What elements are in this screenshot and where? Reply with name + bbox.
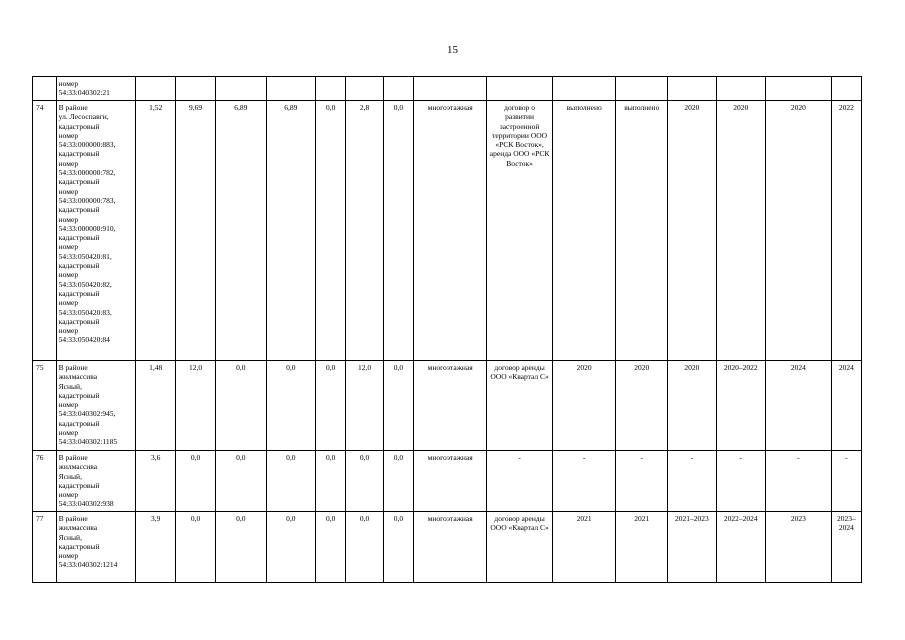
table-cell bbox=[831, 77, 861, 101]
table-cell: 0,0 bbox=[383, 512, 413, 583]
table-cell: многоэтажная bbox=[414, 361, 487, 451]
table-cell: 2024 bbox=[766, 361, 832, 451]
table-cell bbox=[414, 77, 487, 101]
table-cell: 2020 bbox=[766, 101, 832, 361]
table-cell: 0,0 bbox=[266, 451, 316, 512]
row-number: 77 bbox=[33, 512, 57, 583]
location-line: 54:33:050420:84 bbox=[58, 335, 110, 345]
row-number: 75 bbox=[33, 361, 57, 451]
location-line: В районе bbox=[58, 514, 88, 523]
location-line: В районе bbox=[58, 453, 88, 462]
table-cell bbox=[136, 77, 176, 101]
table-cell bbox=[616, 77, 668, 101]
location-cell bbox=[56, 361, 136, 451]
location-line: 54:33:000000:883, bbox=[58, 140, 116, 150]
table-cell: 2,8 bbox=[346, 101, 384, 361]
table-cell: 2020 bbox=[552, 361, 616, 451]
table-cell bbox=[383, 77, 413, 101]
table-cell: - bbox=[487, 451, 553, 512]
page-number: 15 bbox=[447, 44, 458, 56]
location-line: кадастровый bbox=[58, 261, 100, 271]
location-line: номер bbox=[58, 158, 79, 168]
location-line: жилмассива bbox=[58, 523, 98, 533]
location-cell bbox=[56, 512, 136, 583]
location-line: ул. Лесоспавги, bbox=[58, 112, 109, 122]
table-cell: 3,9 bbox=[136, 512, 176, 583]
table-cell: 0,0 bbox=[346, 451, 384, 512]
location-line: жилмассива bbox=[58, 372, 98, 382]
table-cell: - bbox=[552, 451, 616, 512]
location-line: номер bbox=[58, 242, 79, 252]
table-cell: 2024 bbox=[831, 361, 861, 451]
location-line: кадастровый bbox=[58, 149, 100, 159]
table-cell: 0,0 bbox=[215, 361, 266, 451]
housing-construction-table bbox=[32, 76, 862, 583]
location-line: В районе bbox=[58, 363, 88, 372]
location-line: 54:33:040302:1214 bbox=[58, 560, 118, 570]
location-line: В районе bbox=[58, 103, 88, 112]
table-row bbox=[33, 361, 862, 451]
table-row bbox=[33, 77, 862, 101]
table-cell bbox=[766, 77, 832, 101]
table-cell: - bbox=[831, 451, 861, 512]
location-line: номер bbox=[58, 130, 79, 140]
table-cell: 6,89 bbox=[266, 101, 316, 361]
table-cell: 0,0 bbox=[383, 451, 413, 512]
table-cell: 0,0 bbox=[176, 512, 216, 583]
location-line: жилмассива bbox=[58, 462, 98, 472]
table-cell bbox=[552, 77, 616, 101]
table-cell: многоэтажная bbox=[414, 512, 487, 583]
table-cell bbox=[668, 77, 716, 101]
location-line: номер bbox=[58, 490, 79, 500]
table-cell: 0,0 bbox=[176, 451, 216, 512]
table-cell bbox=[215, 77, 266, 101]
table-cell: 12,0 bbox=[346, 361, 384, 451]
table-cell: договор аренды ООО «Квартал С» bbox=[487, 361, 553, 451]
table-cell: 0,0 bbox=[266, 361, 316, 451]
table-cell: 2020 bbox=[668, 361, 716, 451]
location-line: кадастровый bbox=[58, 390, 100, 400]
table-cell: 0,0 bbox=[266, 512, 316, 583]
table-cell: 3,6 bbox=[136, 451, 176, 512]
location-line: номер bbox=[58, 326, 79, 336]
table-cell: - bbox=[716, 451, 766, 512]
row-number: 74 bbox=[33, 101, 57, 361]
location-line: номер bbox=[58, 298, 79, 308]
table-cell: 12,0 bbox=[176, 361, 216, 451]
location-line: 54:33:040302:945, bbox=[58, 409, 116, 419]
table-row bbox=[33, 512, 862, 583]
location-line: 54:33:050420:82, bbox=[58, 279, 112, 289]
table-cell: 2022–2024 bbox=[716, 512, 766, 583]
table-cell: 0,0 bbox=[316, 451, 346, 512]
table-row bbox=[33, 451, 862, 512]
table-cell bbox=[266, 77, 316, 101]
table-cell: 0,0 bbox=[383, 101, 413, 361]
location-line: 54:33:040302:938 bbox=[58, 499, 114, 509]
location-line: номер bbox=[58, 551, 79, 561]
location-line: номер bbox=[58, 214, 79, 224]
location-line: 54:33:040302:1185 bbox=[58, 437, 118, 447]
table-cell: договор о развитии застроенной территории ООО «РСК Восток», аренда ООО «РСК Восток» bbox=[487, 101, 553, 361]
table-cell: 0,0 bbox=[316, 361, 346, 451]
location-line: 54:33:050420:81, bbox=[58, 251, 112, 261]
location-line: 54:33:000000:910, bbox=[58, 223, 116, 233]
table-cell: 6,89 bbox=[215, 101, 266, 361]
table-cell: многоэтажная bbox=[414, 101, 487, 361]
location-line: номер bbox=[58, 270, 79, 280]
location-cell bbox=[56, 451, 136, 512]
table-cell: 1,52 bbox=[136, 101, 176, 361]
table-cell: - bbox=[668, 451, 716, 512]
location-line: кадастровый bbox=[58, 233, 100, 243]
location-line: 54:33:040302:21 bbox=[58, 88, 110, 98]
location-cell bbox=[56, 77, 136, 101]
location-line: Ясный, bbox=[58, 471, 82, 481]
table-cell: 2020 bbox=[668, 101, 716, 361]
location-line: кадастровый bbox=[58, 177, 100, 187]
location-line: Ясный, bbox=[58, 381, 82, 391]
table-cell: 0,0 bbox=[316, 101, 346, 361]
table-cell bbox=[716, 77, 766, 101]
location-line: 54:33:000000:783, bbox=[58, 195, 116, 205]
location-line: 54:33:050420:83, bbox=[58, 307, 112, 317]
table-cell: 0,0 bbox=[215, 512, 266, 583]
location-line: кадастровый bbox=[58, 418, 100, 428]
location-line: кадастровый bbox=[58, 480, 100, 490]
table-cell: 0,0 bbox=[346, 512, 384, 583]
table-cell: - bbox=[616, 451, 668, 512]
table-cell bbox=[487, 77, 553, 101]
location-line: номер bbox=[58, 400, 79, 410]
location-line: кадастровый bbox=[58, 121, 100, 131]
table-cell: 2020 bbox=[616, 361, 668, 451]
location-line: номер bbox=[58, 186, 79, 196]
table-cell: 2023 bbox=[766, 512, 832, 583]
table-cell: 2023–2024 bbox=[831, 512, 861, 583]
table-cell: 0,0 bbox=[215, 451, 266, 512]
table-cell: выполнено bbox=[616, 101, 668, 361]
table-cell: выполнено bbox=[552, 101, 616, 361]
table-cell: 2022 bbox=[831, 101, 861, 361]
location-line: номер bbox=[58, 428, 79, 438]
table-cell bbox=[176, 77, 216, 101]
table-cell: 1,48 bbox=[136, 361, 176, 451]
row-number bbox=[33, 77, 57, 101]
table-cell bbox=[316, 77, 346, 101]
location-cell bbox=[56, 101, 136, 361]
table-cell: многоэтажная bbox=[414, 451, 487, 512]
location-line: кадастровый bbox=[58, 541, 100, 551]
location-line: номер bbox=[58, 79, 79, 88]
table-cell bbox=[346, 77, 384, 101]
table-cell: 2021 bbox=[552, 512, 616, 583]
table-row bbox=[33, 101, 862, 361]
location-line: кадастровый bbox=[58, 288, 100, 298]
table-cell: 0,0 bbox=[383, 361, 413, 451]
location-line: кадастровый bbox=[58, 316, 100, 326]
table-cell: 2021–2023 bbox=[668, 512, 716, 583]
table-cell: 9,69 bbox=[176, 101, 216, 361]
table-cell: 2021 bbox=[616, 512, 668, 583]
location-line: кадастровый bbox=[58, 205, 100, 215]
table-cell: 2020 bbox=[716, 101, 766, 361]
row-number: 76 bbox=[33, 451, 57, 512]
table-cell: - bbox=[766, 451, 832, 512]
location-line: 54:33:000000:782, bbox=[58, 168, 116, 178]
table-cell: 2020–2022 bbox=[716, 361, 766, 451]
table-cell: 0,0 bbox=[316, 512, 346, 583]
location-line: Ясный, bbox=[58, 532, 82, 542]
table-cell: договор аренды ООО «Квартал С» bbox=[487, 512, 553, 583]
